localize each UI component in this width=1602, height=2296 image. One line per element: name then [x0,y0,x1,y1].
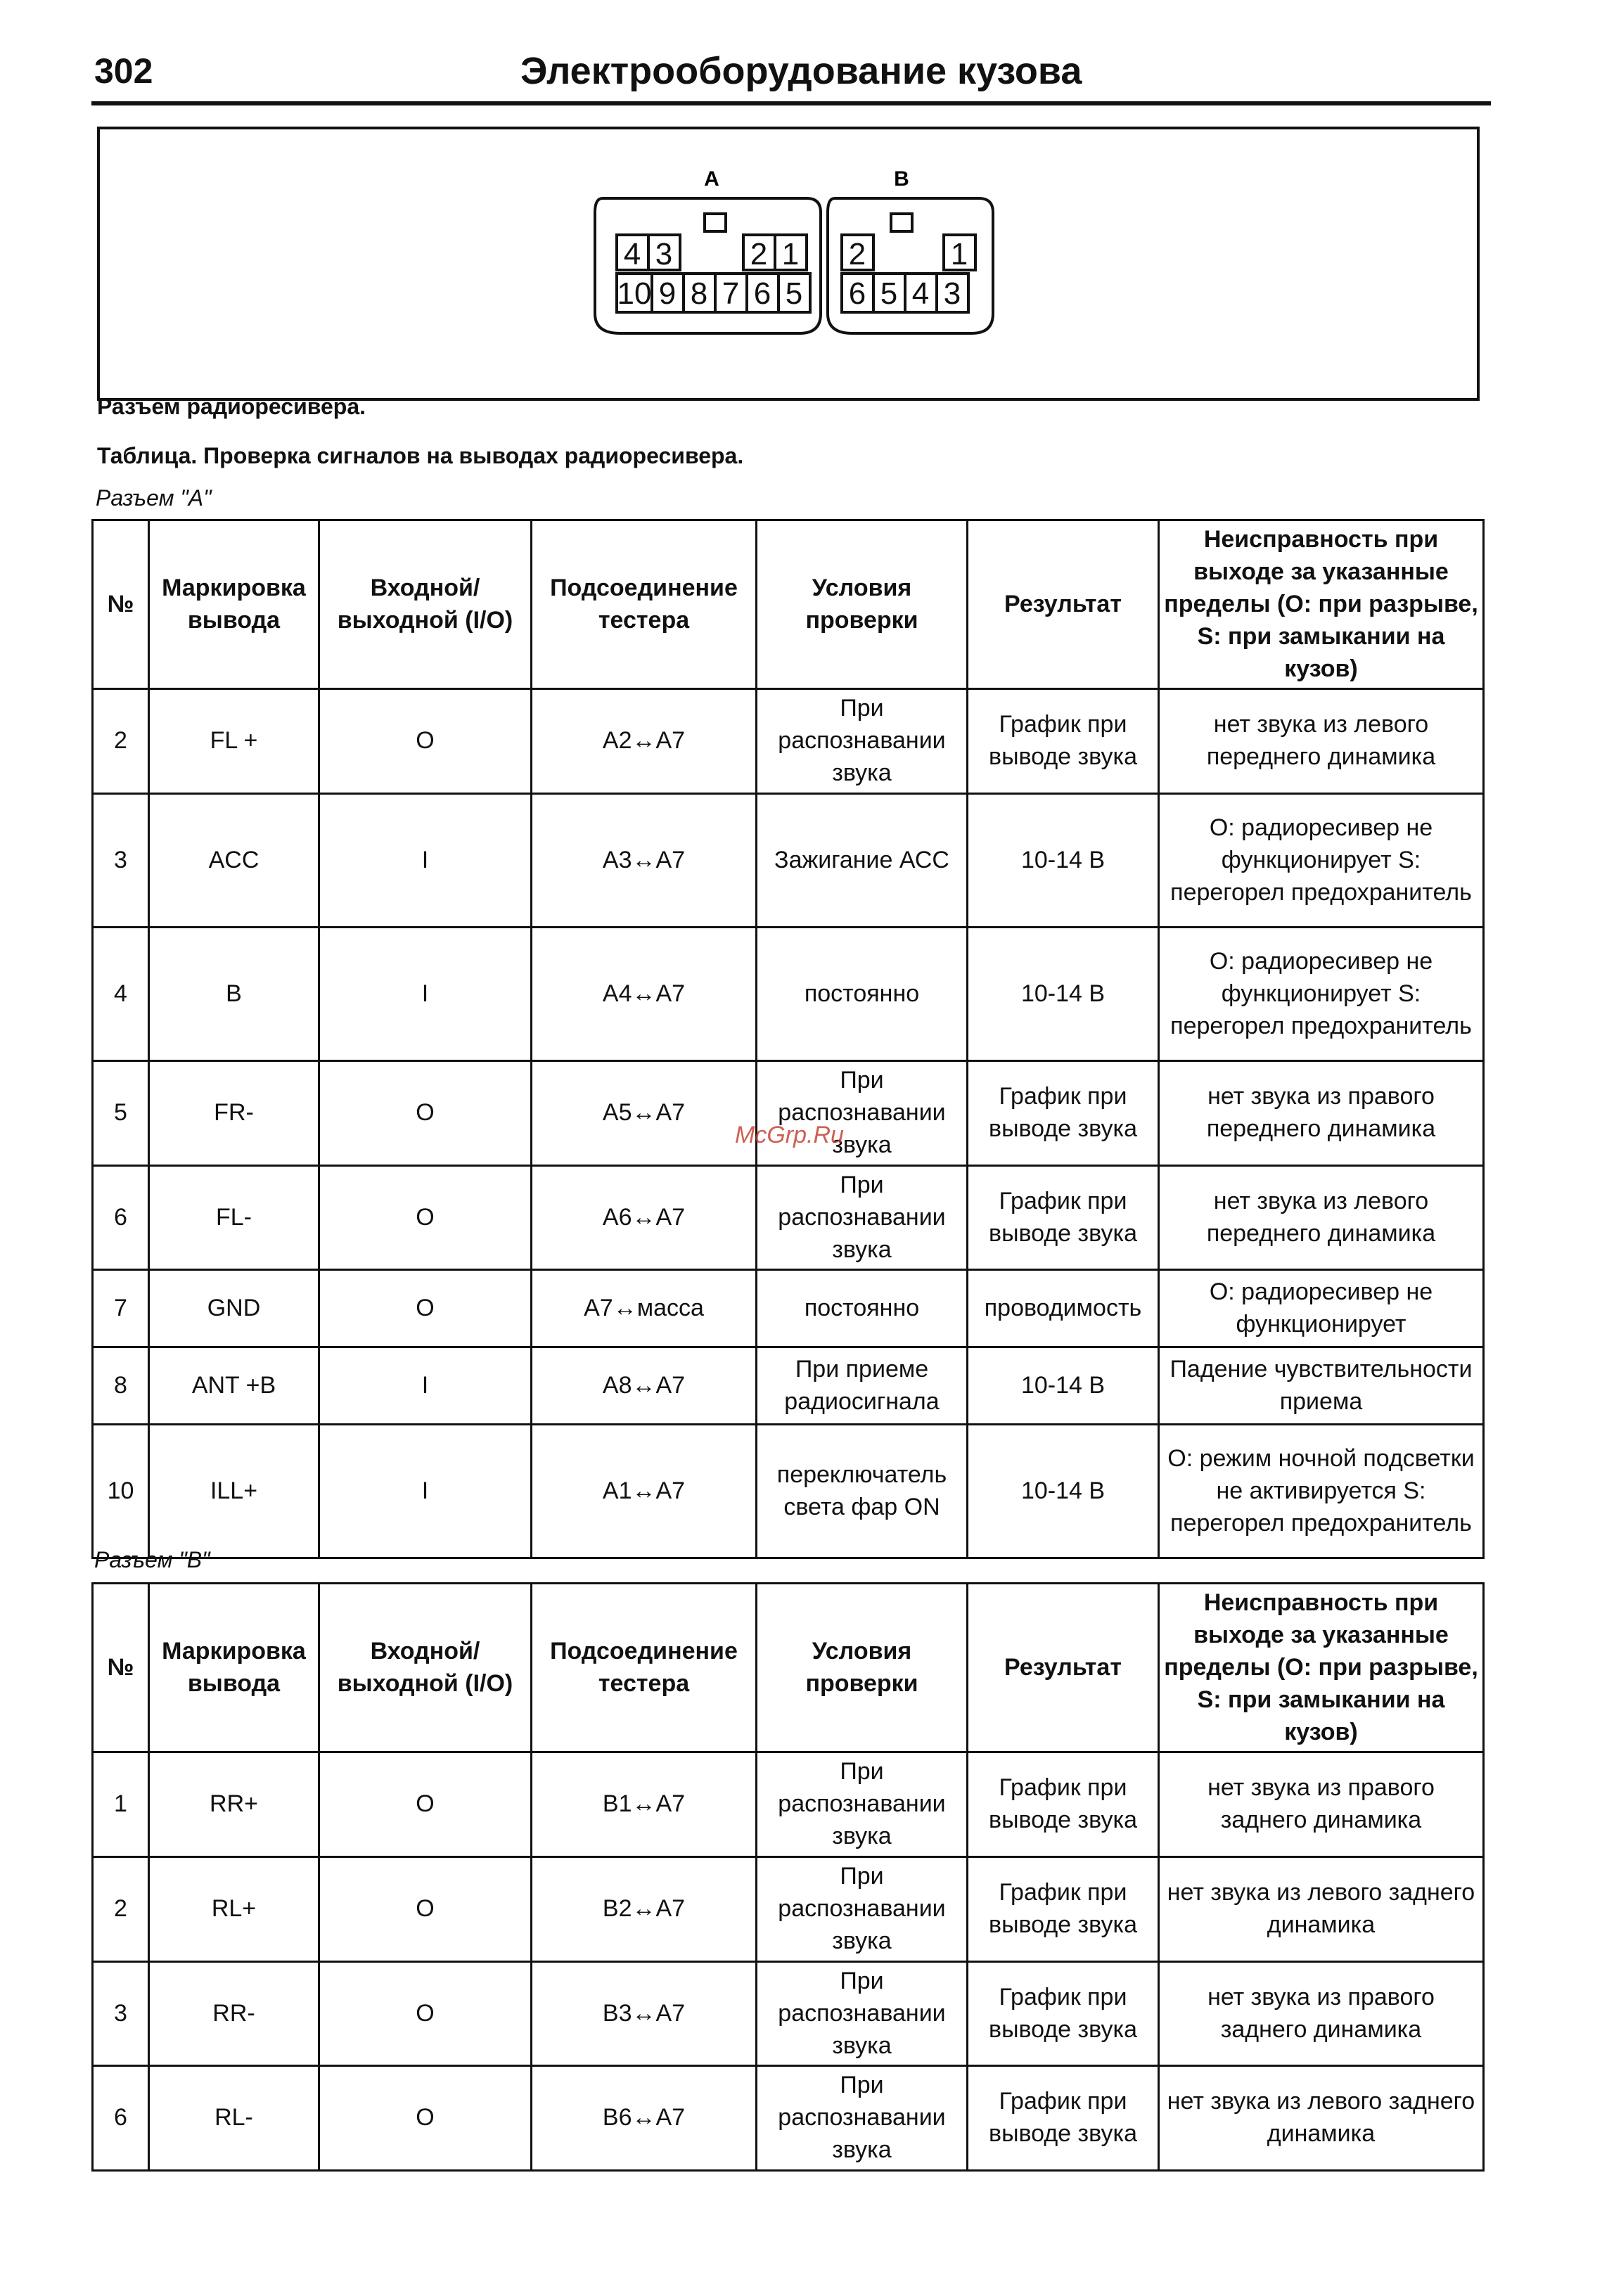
cell-io: O [319,2066,532,2171]
connector-a-pin: 8 [690,276,708,311]
cell-mark: RL- [149,2066,319,2171]
connector-a-pin: 9 [658,276,677,311]
table-title: Таблица. Проверка сигналов на выводах радиоресивера. [97,443,744,468]
connector-a-pin: 4 [623,237,641,271]
header-cell: Маркировка вывода [149,1584,319,1752]
cell-result: График при выводе звука [968,1061,1159,1166]
cell-fault: О: радиоресивер не функционирует S: перегорел предохранитель [1159,928,1484,1061]
cell-tester: B1↔A7 [532,1752,757,1857]
connector-a-pin: 7 [722,276,740,311]
table-row [93,1752,1484,1857]
cell-result: График при выводе звука [968,1857,1159,1962]
table-row [93,794,1484,928]
table-row [93,1165,1484,1270]
cell-no: 4 [93,928,149,1061]
cell-mark: GND [149,1270,319,1347]
connector-a-pin: 3 [655,237,673,271]
cell-fault: нет звука из правого переднего динамика [1159,1061,1484,1166]
cell-result: 10-14 В [968,794,1159,928]
connector-b-label: B [894,167,909,191]
connector-b-pin: 1 [950,237,968,271]
table-header-row [93,1584,1484,1752]
connector-b-latch [891,214,912,231]
table-row [93,1270,1484,1347]
cell-no: 7 [93,1270,149,1347]
connector-b-table-body [93,1752,1484,2171]
table-row [93,2066,1484,2171]
cell-cond: При распознавании звука [757,2066,968,2171]
cell-fault: нет звука из правого заднего динамика [1159,1752,1484,1857]
cell-cond: Зажигание АСС [757,794,968,928]
connector-diagram [100,129,1477,398]
cell-no: 2 [93,1857,149,1962]
cell-mark: FL- [149,1165,319,1270]
cell-cond: При распознавании звука [757,1165,968,1270]
cell-io: O [319,1752,532,1857]
cell-no: 6 [93,1165,149,1270]
connector-b-table [91,1582,1485,2172]
connector-b-pin: 3 [943,276,961,311]
header-cell: Условия проверки [757,1584,968,1752]
cell-fault: нет звука из правого заднего динамика [1159,1961,1484,2066]
table-row [93,1857,1484,1962]
cell-io: O [319,1270,532,1347]
cell-tester: A1↔A7 [532,1425,757,1558]
header-divider [91,101,1491,105]
header-cell: № [93,1584,149,1752]
cell-io: O [319,689,532,794]
cell-tester: A4↔A7 [532,928,757,1061]
cell-cond: переключатель света фар ON [757,1425,968,1558]
cell-tester: A2↔A7 [532,689,757,794]
cell-mark: RR+ [149,1752,319,1857]
header-cell: Условия проверки [757,520,968,689]
table-row [93,1347,1484,1425]
cell-result: График при выводе звука [968,689,1159,794]
cell-mark: ANT +B [149,1347,319,1425]
cell-result: 10-14 В [968,928,1159,1061]
cell-fault: нет звука из левого заднего динамика [1159,2066,1484,2171]
cell-result: График при выводе звука [968,1961,1159,2066]
cell-tester: A5↔A7 [532,1061,757,1166]
cell-no: 2 [93,689,149,794]
header-cell: Входной/ выходной (I/O) [319,1584,532,1752]
connector-a-pin: 6 [753,276,771,311]
cell-mark: RR- [149,1961,319,2066]
cell-mark: B [149,928,319,1061]
page-title: Электрооборудование кузова [520,50,1082,92]
cell-fault: нет звука из левого переднего динамика [1159,689,1484,794]
cell-fault: нет звука из левого заднего динамика [1159,1857,1484,1962]
connector-b-caption: Разъем "В" [94,1547,210,1572]
table-row [93,1061,1484,1166]
table-row [93,689,1484,794]
header-cell: Входной/ выходной (I/O) [319,520,532,689]
cell-io: I [319,1425,532,1558]
cell-cond: При распознавании звука [757,1752,968,1857]
cell-tester: A6↔A7 [532,1165,757,1270]
header-cell: № [93,520,149,689]
cell-result: 10-14 В [968,1425,1159,1558]
table-row [93,1425,1484,1558]
cell-io: O [319,1061,532,1166]
table-header-row [93,520,1484,689]
cell-io: O [319,1961,532,2066]
figure-caption: Разъем радиоресивера. [97,394,366,419]
cell-fault: нет звука из левого переднего динамика [1159,1165,1484,1270]
header-cell: Результат [968,520,1159,689]
cell-tester: A3↔A7 [532,794,757,928]
connector-b-pin: 4 [911,276,930,311]
header-cell: Подсоединение тестера [532,520,757,689]
cell-cond: При распознавании звука [757,1961,968,2066]
header-cell: Подсоединение тестера [532,1584,757,1752]
cell-cond: При приеме радиосигнала [757,1347,968,1425]
cell-no: 3 [93,794,149,928]
cell-cond: постоянно [757,928,968,1061]
connector-a-pin: 2 [750,237,768,271]
cell-no: 8 [93,1347,149,1425]
cell-io: I [319,794,532,928]
cell-no: 5 [93,1061,149,1166]
cell-cond: При распознавании звука [757,689,968,794]
cell-io: O [319,1857,532,1962]
cell-result: График при выводе звука [968,1165,1159,1270]
cell-no: 6 [93,2066,149,2171]
cell-io: I [319,1347,532,1425]
table-row [93,928,1484,1061]
connector-a-caption: Разъем "А" [96,485,212,511]
cell-fault: О: радиоресивер не функционирует [1159,1270,1484,1347]
cell-no: 3 [93,1961,149,2066]
cell-result: График при выводе звука [968,1752,1159,1857]
connector-a-pin: 5 [785,276,803,311]
header-cell: Неисправность при выходе за указанные пределы (О: при разрыве, S: при замыкании на кузов) [1159,1584,1484,1752]
cell-fault: О: радиоресивер не функционирует S: перегорел предохранитель [1159,794,1484,928]
cell-fault: О: режим ночной подсветки не активируется S: перегорел предохранитель [1159,1425,1484,1558]
cell-no: 10 [93,1425,149,1558]
cell-tester: A7↔масса [532,1270,757,1347]
header-cell: Результат [968,1584,1159,1752]
cell-result: проводимость [968,1270,1159,1347]
cell-mark: FR- [149,1061,319,1166]
connector-a-label: A [704,167,719,191]
cell-tester: B6↔A7 [532,2066,757,2171]
connector-a-latch [705,214,726,231]
cell-io: I [319,928,532,1061]
cell-fault: Падение чувствительности приема [1159,1347,1484,1425]
page-number: 302 [94,51,153,91]
connector-b-pin: 2 [848,237,866,271]
connector-diagram-frame [97,127,1480,401]
cell-no: 1 [93,1752,149,1857]
cell-cond: При распознавании звука [757,1857,968,1962]
header-cell: Маркировка вывода [149,520,319,689]
cell-mark: ACC [149,794,319,928]
cell-result: График при выводе звука [968,2066,1159,2171]
cell-tester: B2↔A7 [532,1857,757,1962]
cell-tester: A8↔A7 [532,1347,757,1425]
connector-b-pin: 5 [880,276,898,311]
header-cell: Неисправность при выходе за указанные пределы (О: при разрыве, S: при замыкании на кузов) [1159,520,1484,689]
cell-mark: RL+ [149,1857,319,1962]
connector-a-pin: 10 [617,276,652,311]
cell-mark: FL + [149,689,319,794]
cell-cond: При распознавании звука [757,1061,968,1166]
watermark: McGrp.Ru [735,1122,844,1148]
cell-result: 10-14 В [968,1347,1159,1425]
connector-a-table [91,519,1485,1559]
cell-tester: B3↔A7 [532,1961,757,2066]
cell-io: O [319,1165,532,1270]
connector-b-pin: 6 [848,276,866,311]
cell-mark: ILL+ [149,1425,319,1558]
cell-cond: постоянно [757,1270,968,1347]
connector-a-pin: 1 [781,237,800,271]
table-row [93,1961,1484,2066]
